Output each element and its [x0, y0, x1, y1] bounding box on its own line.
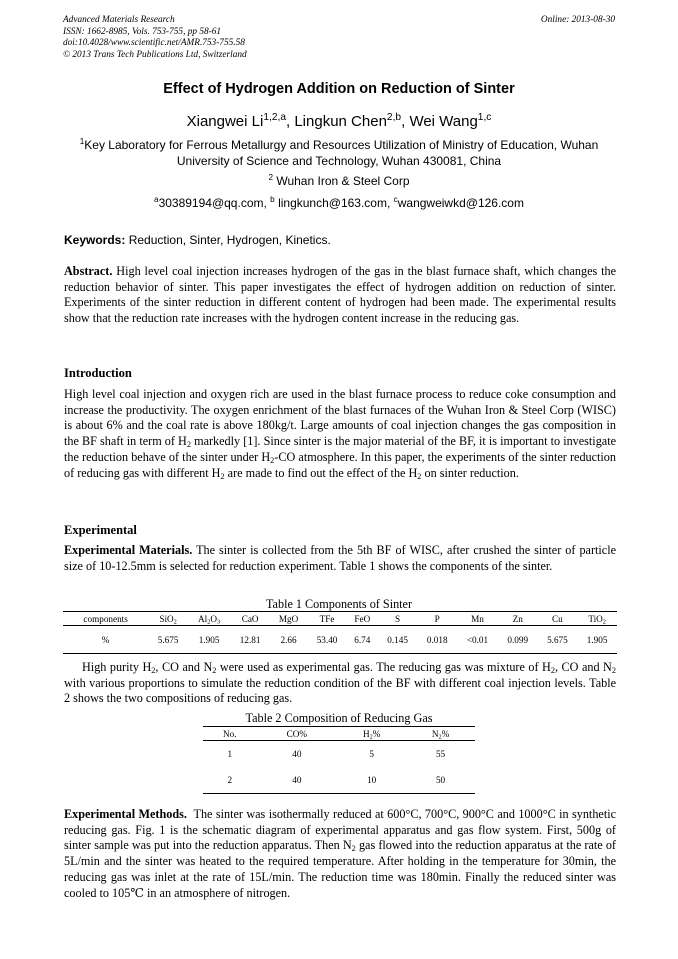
table-cell: %: [63, 626, 148, 654]
subscript: 2: [212, 666, 217, 676]
email-address: lingkunch@163.com: [278, 196, 387, 210]
text-run: High level coal injection and oxygen rich are used in the blast furnace process to reduce coke consumption and increase the productivity. The oxygen enrichment of the blast furnaces of the Wuhan Iron & Steel Corp (WISC) is about 6% and the coal rate is above 180kg/t. Large amounts of coal injection changes the gas composition in the BF shaft in term of H: [64, 387, 616, 449]
text-run: , CO and N: [155, 660, 213, 674]
keywords-text: Reduction, Sinter, Hydrogen, Kinetics.: [128, 233, 331, 247]
subscript: 2: [151, 666, 156, 676]
email-sup: a: [154, 195, 159, 205]
table-cell: 2: [203, 767, 256, 794]
header-text: MgO: [278, 613, 299, 624]
email-separator: ,: [263, 196, 271, 210]
abstract-label: Abstract.: [64, 264, 113, 278]
introduction-paragraph: [64, 387, 616, 481]
text-run: were used as experimental gas. The reducing gas was mixture of H: [216, 660, 551, 674]
table-cell: 10: [337, 767, 406, 794]
header-text: H: [362, 728, 370, 739]
table-1: [63, 611, 617, 654]
table-cell: 53.40: [307, 626, 347, 654]
table-cell: 5: [369, 749, 374, 759]
keywords: [64, 233, 616, 247]
table-row: [203, 741, 475, 768]
author-sup: 1,c: [477, 111, 492, 123]
header-text: SiO: [159, 613, 174, 624]
subscript: 3: [217, 618, 221, 626]
text-run: , CO and N: [554, 660, 612, 674]
section-heading-experimental: Experimental: [64, 523, 137, 537]
email-sup: b: [270, 195, 275, 205]
author-name: Wei Wang: [409, 113, 478, 130]
table-cell: 40: [292, 749, 302, 759]
subscript: 2: [173, 618, 177, 626]
author-separator: ,: [286, 113, 295, 130]
header-text: N: [431, 728, 439, 739]
header-text: FeO: [354, 613, 371, 624]
methods-paragraph: [64, 807, 616, 901]
table-header-cell: [538, 612, 578, 626]
header-text: Zn: [512, 613, 523, 624]
table-1-caption: Table 1 Components of Sinter: [265, 597, 413, 611]
keywords-label: Keywords:: [64, 233, 126, 247]
author-sup: 1,2,a: [263, 111, 286, 123]
subscript: 2: [207, 618, 211, 626]
subscript: 2: [602, 618, 606, 626]
table-header-cell: [378, 612, 418, 626]
email-list: [0, 196, 678, 210]
table-cell: 0.018: [417, 626, 457, 654]
table-cell: 5.675: [538, 626, 578, 654]
table-header-cell: [577, 612, 617, 626]
subscript: 2: [186, 440, 191, 450]
table-header-cell: [498, 612, 538, 626]
table-row: [63, 626, 617, 654]
table-cell: 1.905: [188, 626, 230, 654]
affiliation-line: University of Science and Technology, Wuhan 430081, China: [176, 154, 502, 168]
table-cell: 0.145: [378, 626, 418, 654]
table-cell: 12.81: [230, 626, 270, 654]
affiliation-line: Wuhan Iron & Steel Corp: [276, 174, 410, 188]
table-2: [203, 726, 475, 794]
gas-paragraph: [64, 660, 616, 707]
table-header-cell: [337, 727, 406, 741]
subscript: 2: [369, 733, 373, 741]
table-header-cell: [417, 612, 457, 626]
materials-label: Experimental Materials.: [64, 543, 193, 557]
subscript: 2: [611, 666, 616, 676]
text-run: High purity H: [82, 660, 152, 674]
email-separator: ,: [386, 196, 394, 210]
header-text: S: [395, 613, 401, 624]
affiliation-sup: 2: [268, 173, 273, 183]
table-header-cell: [457, 612, 498, 626]
header-text: TFe: [319, 613, 335, 624]
table-cell: 1.905: [577, 626, 617, 654]
paper-title: Effect of Hydrogen Addition on Reduction of Sinter: [163, 81, 515, 97]
subscript: 2: [417, 471, 422, 481]
table-header-cell: [347, 612, 378, 626]
table-header-row: [63, 612, 617, 626]
subscript: 2: [550, 666, 555, 676]
header-text: P: [434, 613, 440, 624]
table-header-cell: CO%: [256, 727, 337, 741]
journal-header: [63, 15, 615, 61]
doi-line: doi:10.4028/www.scientific.net/AMR.753-755.58: [63, 38, 245, 48]
table-header-cell: [148, 612, 188, 626]
table-header-cell: [188, 612, 230, 626]
materials-paragraph: [64, 543, 616, 574]
table-header-cell: [63, 612, 148, 626]
affiliation-line: Key Laboratory for Ferrous Metallurgy and Resources Utilization of Ministry of Education, Wuhan: [84, 138, 599, 152]
text-run: -CO atmosphere. In this paper, the experiments of the sinter reduction of reducing gas with different H: [64, 449, 616, 480]
header-text: O: [210, 613, 217, 624]
author-separator: ,: [401, 113, 410, 130]
affiliation-sup: 1: [79, 137, 85, 147]
header-text: Al: [198, 613, 208, 624]
author-sup: 2,b: [386, 111, 402, 123]
table-cell: 2.66: [270, 626, 307, 654]
abstract: [64, 264, 616, 327]
header-text: components: [83, 613, 128, 624]
table-2-caption: Table 2 Composition of Reducing Gas: [245, 711, 433, 725]
subscript: 2: [351, 844, 356, 854]
email-address: wangweiwkd@126.com: [397, 196, 524, 210]
header-text: %: [441, 728, 450, 739]
subscript: 2: [220, 471, 225, 481]
text-run: gas flowed into the reduction apparatus at the rate of 5L/min and the sinter was heated to the required temperature. After holding in the temperature for 30min, the reducing gas was inlet at the rate of 15L/min. The reduction time was 180min. Finally the reduced sinter was cooled to 105℃ in an atmosphere of nitrogen.: [64, 838, 616, 900]
table-cell: 5.675: [148, 626, 188, 654]
methods-label: Experimental Methods.: [64, 807, 187, 821]
header-text: TiO: [588, 613, 603, 624]
table-cell: 55: [435, 749, 446, 759]
subscript: 2: [438, 733, 442, 741]
email-address: 30389194@qq.com: [158, 196, 264, 210]
text-run: markedly [1]. Since sinter is the major material of the BF, it is important to investigate the reduction behave of the sinter under H: [64, 434, 616, 464]
table-cell: <0.01: [457, 626, 498, 654]
email-sup: c: [393, 195, 398, 205]
table-cell: 50: [406, 767, 475, 794]
text-run: on sinter reduction.: [421, 465, 519, 480]
table-cell: 0.099: [498, 626, 538, 654]
table-cell: 40: [256, 767, 337, 794]
author-list: [0, 113, 678, 130]
copyright-line: © 2013 Trans Tech Publications Ltd, Switzerland: [63, 49, 247, 60]
online-date: Online: 2013-08-30: [540, 15, 615, 25]
author-name: Xiangwei Li: [186, 113, 264, 130]
header-text: Mn: [471, 613, 484, 624]
subscript: 2: [270, 455, 275, 465]
section-heading-introduction: Introduction: [64, 366, 132, 380]
materials-text: The sinter is collected from the 5th BF of WISC, after crushed the sinter of particle size of 10-12.5mm is selected for reduction experiment. Table 1 shows the components of the sinter.: [64, 543, 617, 573]
abstract-text: High level coal injection increases hydrogen of the gas in the blast furnace shaft, which changes the reduction behavior of sinter. This paper investigates the effect of hydrogen addition on reduction of sinter. Experiments of the sinter reduction in different content of hydrogen had been made. The experimental results show that the reduction rate increases with the hydrogen content increase in the reducing gas.: [64, 264, 616, 326]
text-run: are made to find out the effect of the H: [224, 465, 418, 480]
text-run: The sinter was isothermally reduced at 600°C, 700°C, 900°C and 1000°C in synthetic reducing gas. Fig. 1 is the schematic diagram of experimental apparatus and gas flow system. First, 500g of sinter sample was put into the reduction apparatus. Then N: [64, 807, 617, 853]
table-header-row: [203, 727, 475, 741]
table-header-cell: [270, 612, 307, 626]
table-row: [203, 767, 475, 794]
journal-name: Advanced Materials Research: [63, 15, 175, 25]
header-text: CaO: [241, 613, 259, 624]
table-header-cell: [307, 612, 347, 626]
header-text: Cu: [552, 613, 563, 624]
header-text: %: [372, 728, 381, 739]
table-header-cell: No.: [203, 727, 256, 741]
table-header-cell: [406, 727, 475, 741]
issn-line: ISSN: 1662-8985, Vols. 753-755, pp 58-61: [63, 26, 222, 37]
affiliation-2: [0, 174, 678, 188]
author-name: Lingkun Chen: [294, 113, 387, 130]
text-run: with various proportions to simulate the reduction condition of the BF with different coal injection levels. Table 2 shows the two compositions of reducing gas.: [64, 675, 616, 706]
table-cell: 1: [227, 749, 233, 759]
table-header-cell: [230, 612, 270, 626]
affiliation-1: [63, 137, 615, 169]
table-cell: 6.74: [347, 626, 378, 654]
